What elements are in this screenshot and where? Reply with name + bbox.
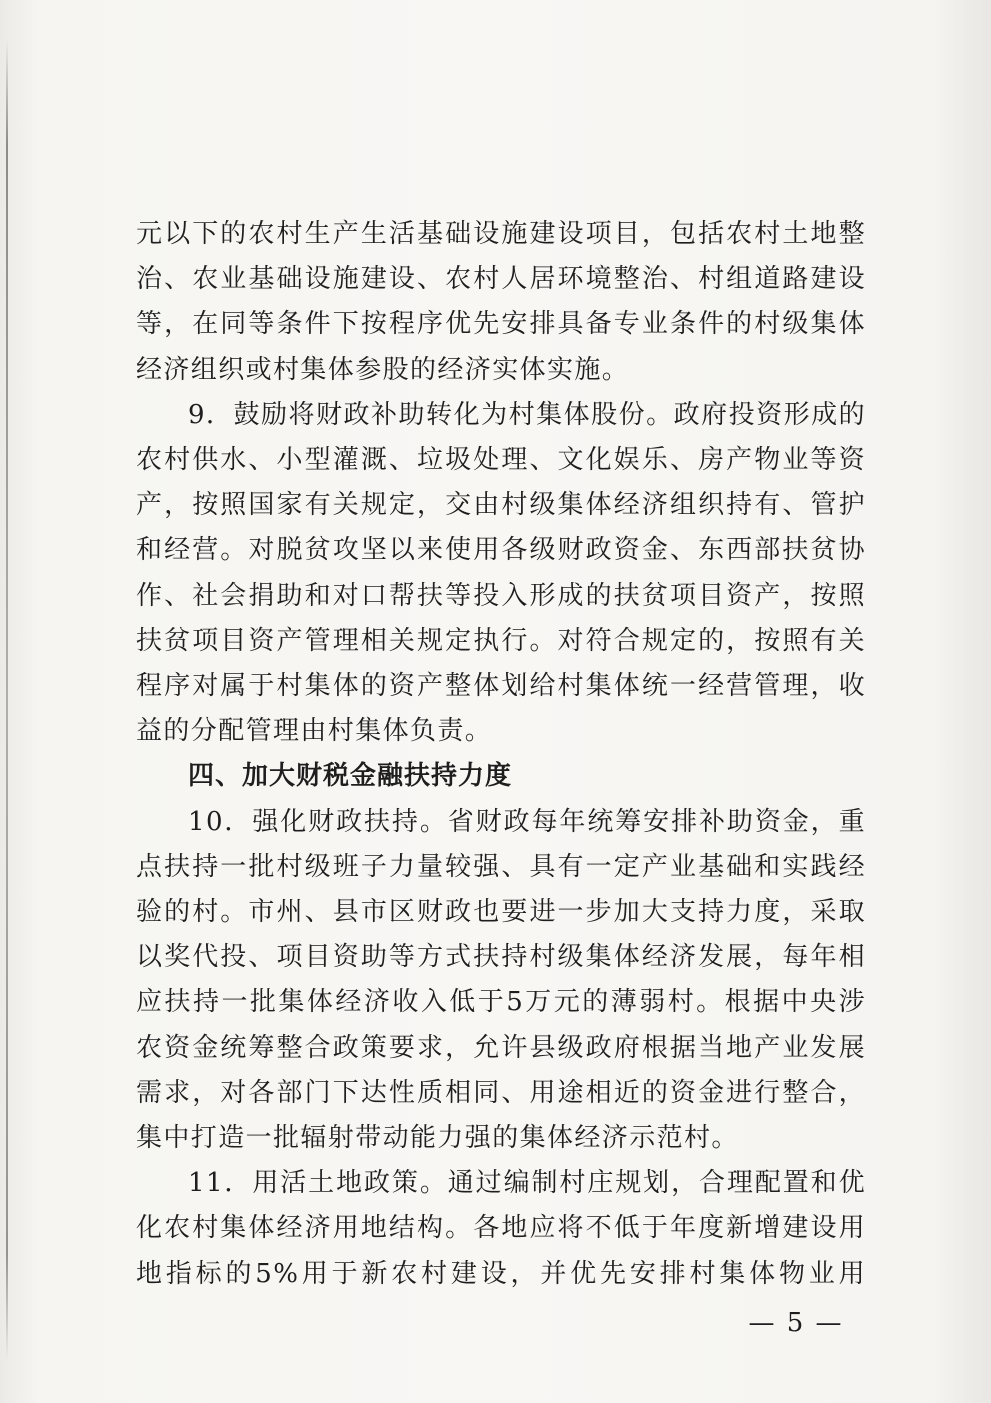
page-number: — 5 —	[748, 1308, 844, 1338]
section-heading-4: 四、加大财税金融扶持力度	[188, 761, 513, 792]
document-body	[136, 212, 866, 1297]
paragraph-item-9: 9．鼓励将财政补助转化为村集体股份。政府投资形成的农村供水、小型灌溉、垃圾处理、文化娱乐、房产物业等资产，按照国家有关规定，交由村级集体经济组织持有、管护和经营。对脱贫攻坚以来使用各级财政资金、东西部扶贫协作、社会捐助和对口帮扶等投入形成的扶贫项目资产，按照扶贫项目资产管理相关规定执行。对符合规定的，按照有关程序对属于村集体的资产整体划给村集体统一经营管理，收益的分配管理由村集体负责。	[136, 399, 866, 747]
paragraph-continued: 元以下的农村生产生活基础设施建设项目，包括农村土地整治、农业基础设施建设、农村人居环境整治、村组道路建设等，在同等条件下按程序优先安排具备专业条件的村级集体经济组织或村集体参股的经济实体实施。	[136, 219, 866, 385]
page-edge-shadow	[6, 40, 8, 1360]
paragraph-item-11: 11．用活土地政策。通过编制村庄规划，合理配置和优化农村集体经济用地结构。各地应将不低于年度新增建设用地指标的5%用于新农村建设，并优先安排村集体物业用	[136, 1168, 866, 1289]
paragraph-item-10: 10．强化财政扶持。省财政每年统筹安排补助资金，重点扶持一批村级班子力量较强、具有一定产业基础和实践经验的村。市州、县市区财政也要进一步加大支持力度，采取以奖代投、项目资助等方式扶持村级集体经济发展，每年相应扶持一批集体经济收入低于5万元的薄弱村。根据中央涉农资金统筹整合政策要求，允许县级政府根据当地产业发展需求，对各部门下达性质相同、用途相近的资金进行整合，集中打造一批辐射带动能力强的集体经济示范村。	[136, 806, 866, 1154]
